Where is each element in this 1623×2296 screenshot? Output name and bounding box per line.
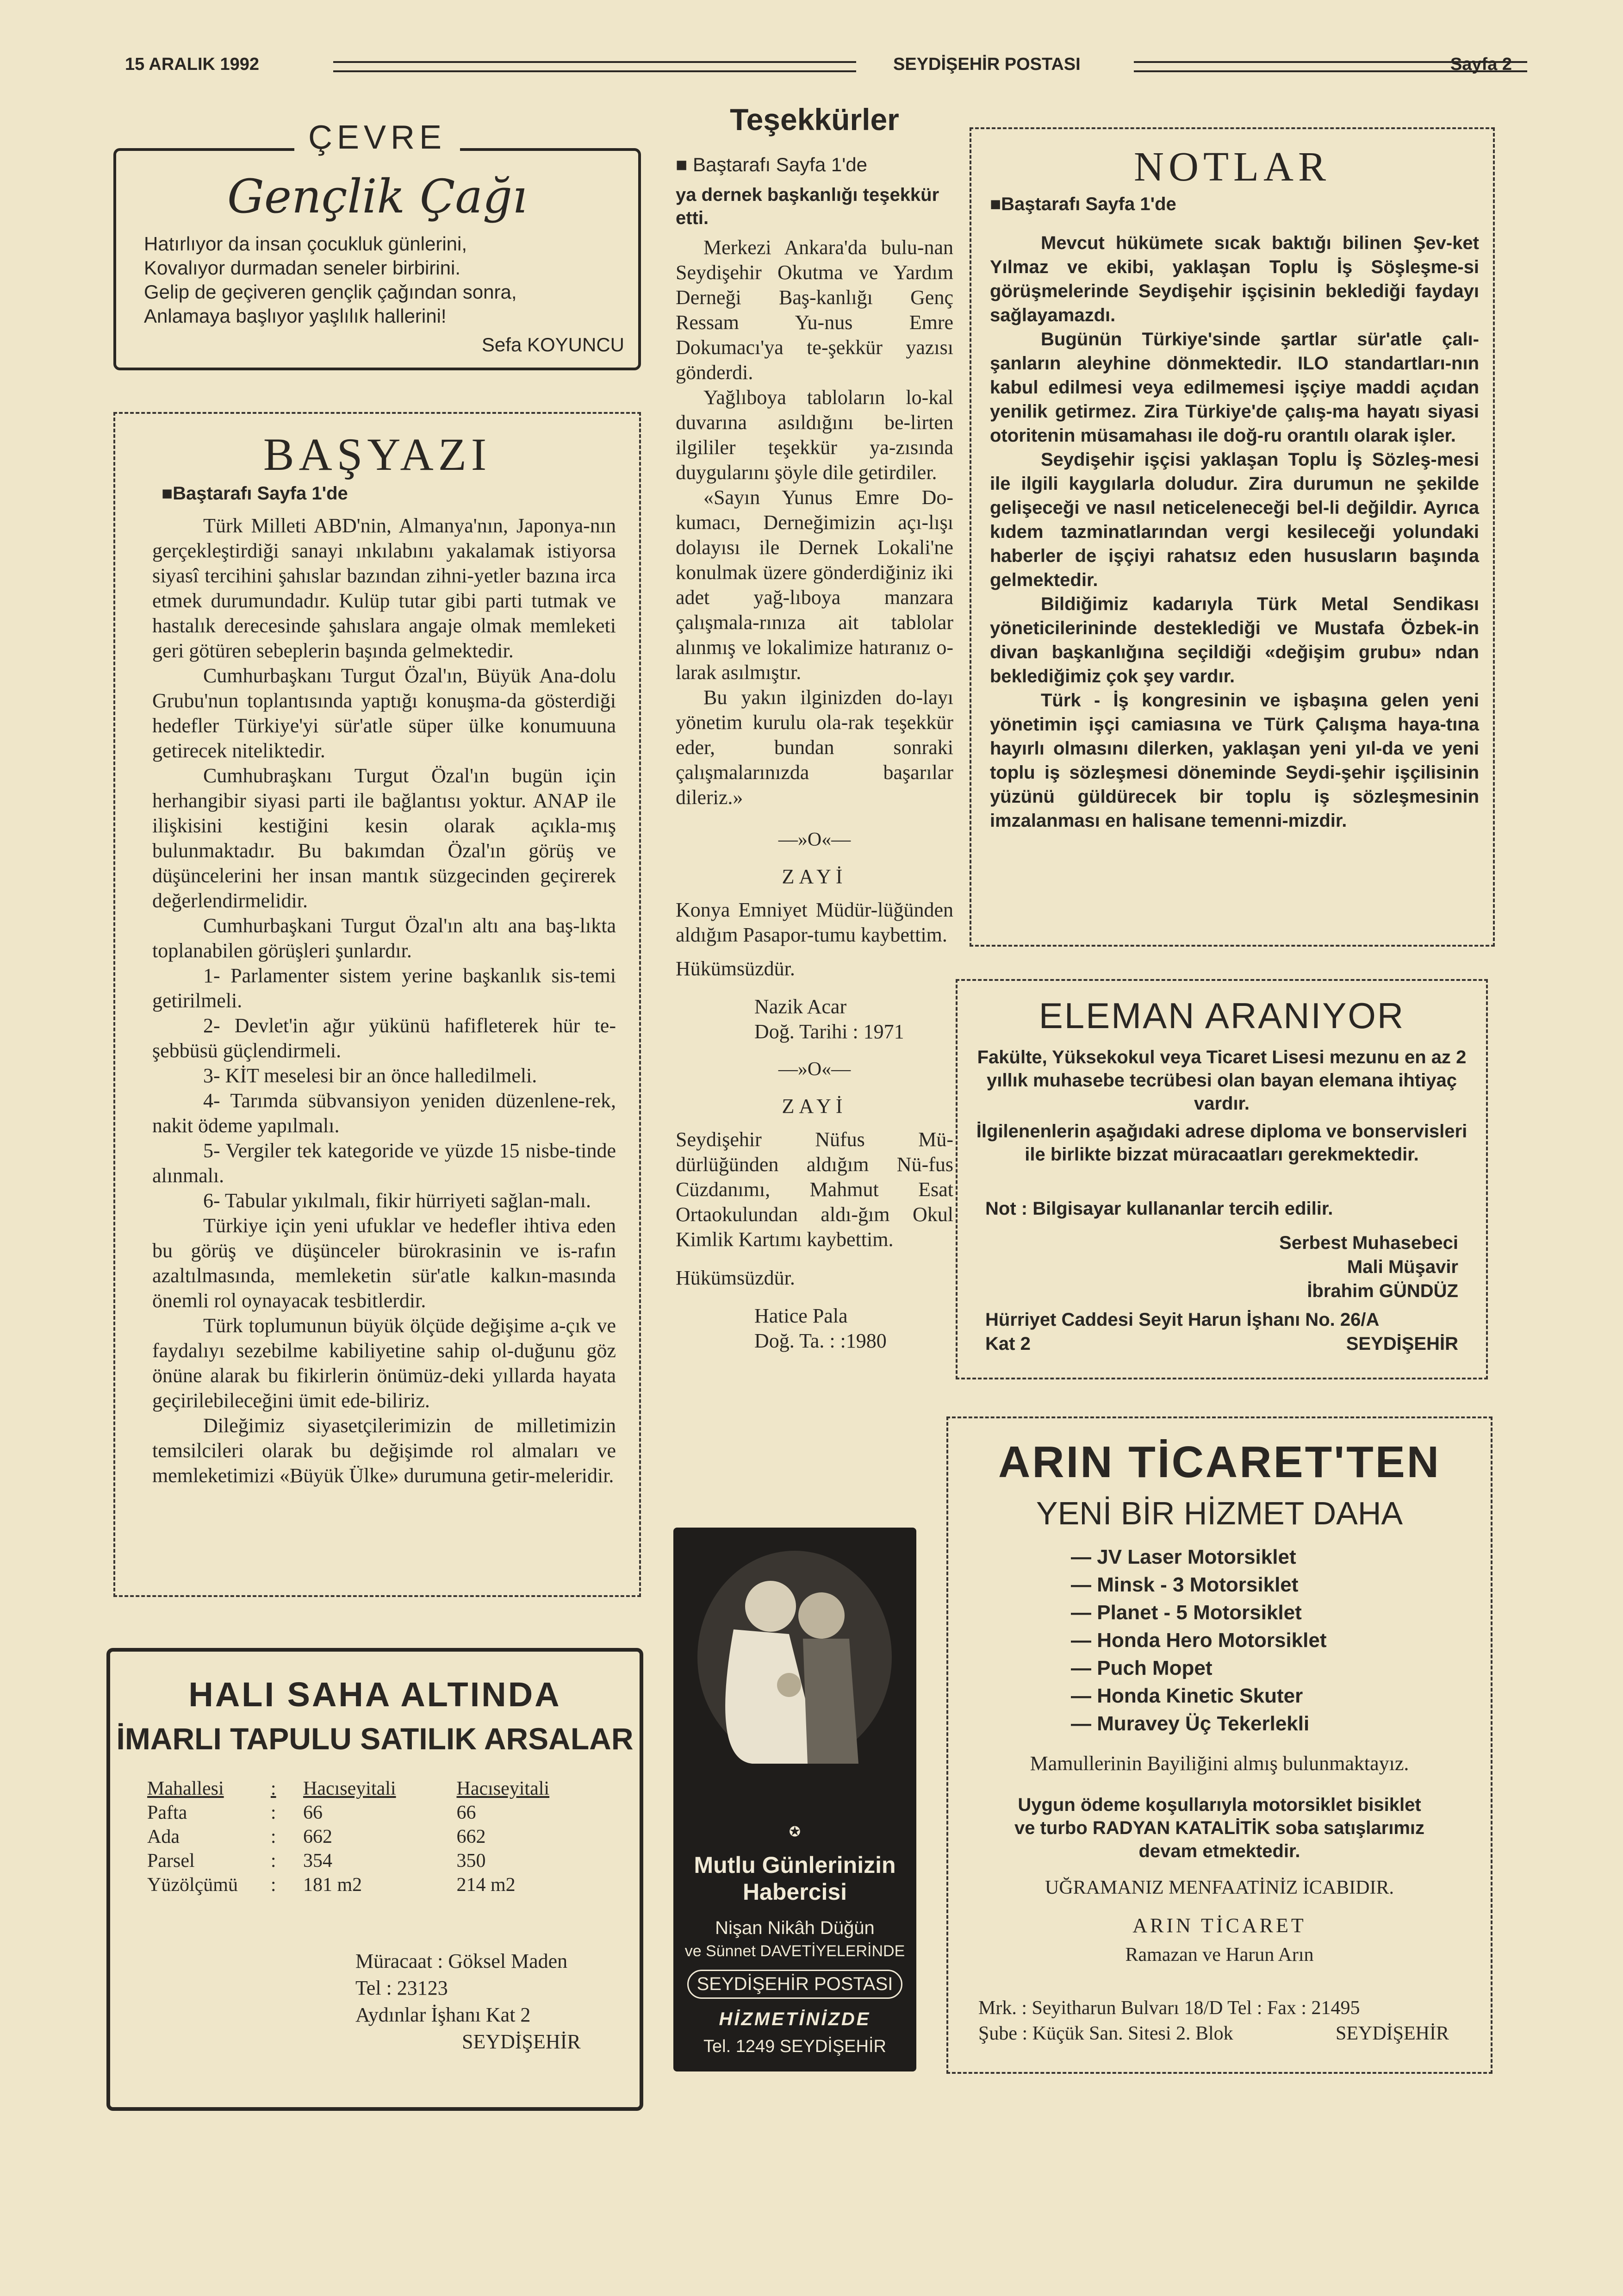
poem-line: Kovalıyor durmadan seneler birbirini. bbox=[144, 257, 460, 279]
product-item: — Puch Mopet bbox=[1071, 1657, 1213, 1679]
bride-groom-illustration bbox=[683, 1537, 907, 1768]
parcel-cell-b: 214 m2 bbox=[456, 1874, 516, 1896]
parcel-cell-label: Parsel bbox=[147, 1850, 195, 1872]
paper-name: SEYDİŞEHİR POSTASI bbox=[893, 55, 1081, 74]
parcel-row bbox=[143, 1873, 605, 1897]
groom-suit-icon bbox=[803, 1639, 858, 1764]
tesekkur-paragraph: Yağlıboya tabloların lo-kal duvarına asıldığını be-lirten ilgililer teşekkür ya-zısında duygularını şöyle dile getirdiler. bbox=[676, 386, 953, 484]
poem-author: Sefa KOYUNCU bbox=[481, 334, 624, 356]
bride-head-icon bbox=[745, 1581, 796, 1632]
basyazi-list-item: 1- Parlamenter sistem yerine başkanlık sis-temi getirilmeli. bbox=[152, 964, 616, 1012]
poem-line: Hatırlıyor da insan çocukluk günlerini, bbox=[144, 233, 467, 255]
signature-line: Serbest Muhasebeci bbox=[1279, 1233, 1458, 1253]
parcel-row bbox=[143, 1825, 605, 1849]
arin-odeme: Uygun ödeme koşullarıyla motorsiklet bisiklet ve turbo RADYAN KATALİTİK soba satışlarımız devam etmektedir. bbox=[1014, 1795, 1425, 1861]
basyazi-list-item: 4- Tarımda sübvansiyon yeniden düzenlene-rek, nakit ödeme yapılmalı. bbox=[152, 1089, 616, 1137]
zayi-birth: Doğ. Tarihi : 1971 bbox=[754, 1020, 904, 1043]
arin-owners: Ramazan ve Harun Arın bbox=[1125, 1944, 1314, 1965]
issue-date: 15 ARALIK 1992 bbox=[125, 55, 260, 74]
signature-line: Mali Müşavir bbox=[1347, 1257, 1458, 1277]
poem-line: Gelip de geçiveren gençlik çağından sonra, bbox=[144, 281, 517, 303]
eleman-requirements: Fakülte, Yüksekokul veya Ticaret Lisesi mezunu en az 2 yıllık muhasebe tecrübesi olan bayan elemana ihtiyaç vardır. bbox=[977, 1047, 1467, 1114]
notlar-paragraph: Bildiğimiz kadarıyla Türk Metal Sendikası yöneticilerininde desteklediği ve Mustafa Özbek-in divan başkanlığına seçildiği «değişim grubu» ndan beklediğimiz çok şey vardır. bbox=[990, 594, 1479, 686]
ad-brand: SEYDİŞEHİR POSTASI bbox=[687, 1970, 902, 1999]
eleman-araniyor-ad bbox=[956, 979, 1488, 1379]
product-item: — Muravey Üç Tekerlekli bbox=[1071, 1712, 1310, 1735]
hali-saha-contact bbox=[355, 1948, 581, 2055]
arin-sube: Şube : Küçük San. Sitesi 2. Blok bbox=[978, 2023, 1233, 2044]
tesekkur-paragraph: Bu yakın ilginizden do-layı yönetim kurulu ola-rak teşekkür eder, bundan sonraki çalışmalarınızda başarılar dileriz.» bbox=[676, 686, 953, 809]
basyazi-list-item: 2- Devlet'in ağır yükünü hafifleterek hür te-şebbüsü güçlendirmeli. bbox=[152, 1014, 616, 1062]
product-item: — Honda Kinetic Skuter bbox=[1071, 1685, 1303, 1707]
basyazi-list-item: 6- Tabular yıkılmalı, fikir hürriyeti sağlan-malı. bbox=[203, 1189, 591, 1212]
ring-icon: ✪ bbox=[789, 1824, 801, 1840]
zayi-title: ZAYİ bbox=[782, 865, 847, 888]
zayi-title: ZAYİ bbox=[782, 1095, 847, 1117]
ad-tel: Tel. 1249 SEYDİŞEHİR bbox=[703, 2037, 886, 2056]
arin-product-list bbox=[1071, 1543, 1327, 1738]
hali-saha-subtitle: İMARLI TAPULU SATILIK ARSALAR bbox=[116, 1722, 634, 1756]
parcel-cell-sep: : bbox=[270, 1850, 276, 1872]
eleman-title: ELEMAN ARANIYOR bbox=[1038, 995, 1405, 1036]
arin-merkez: Mrk. : Seyitharun Bulvarı 18/D Tel : Fax : 21495 bbox=[978, 1997, 1360, 2019]
parcel-cell-sep: : bbox=[270, 1874, 276, 1896]
basyazi-title: BAŞYAZI bbox=[263, 429, 491, 480]
parcel-cell-a: 354 bbox=[303, 1850, 332, 1872]
ad-line: Habercisi bbox=[742, 1879, 847, 1905]
cevre-section-title: ÇEVRE bbox=[294, 119, 460, 156]
tesekkur-paragraph: Merkezi Ankara'da bulu-nan Seydişehir Okutma ve Yardım Derneği Baş-kanlığı Genç Ressam Yu-nus Emre Dokumacı'ya te-şekkür yazısı gönderdi. bbox=[676, 236, 953, 384]
eleman-address-1: Hürriyet Caddesi Seyit Harun İşhanı No. 26/A bbox=[985, 1310, 1380, 1330]
tesekkur-lead: ya dernek başkanlığı teşekkür etti. bbox=[676, 185, 939, 228]
cevre-box bbox=[113, 119, 641, 370]
notlar-paragraph: Bugünün Türkiye'sinde şartlar sür'atle çalı-şanların aleyhine dönmektedir. ILO standartları-nın kabul edilmesi veya edilmemesi işçiye maddi açıdan yenilik getirmez. Zira Türkiye'de çalış-ma hayatı siyasi otoritenin müsamahası ile doğ-ru orantılı olarak işler. bbox=[990, 329, 1479, 446]
basyazi-paragraph: Cumhubraşkanı Turgut Özal'ın bugün için herhangibir siyasi parti ile bağlantısı yoktur. ANAP ile ilişkisini kestiğini kesin olarak açıkla-mış bulunmaktadır. Bu bakımdan Özal'ın görüş ve düşüncelerini her insan mantık süzgecinden geçirerek değerlendirmelidir. bbox=[152, 764, 616, 912]
eleman-note: Not : Bilgisayar kullananlar tercih edilir. bbox=[985, 1198, 1333, 1219]
parcel-cell-b: 662 bbox=[456, 1826, 486, 1847]
groom-head-icon bbox=[798, 1592, 845, 1639]
product-item: — Minsk - 3 Motorsiklet bbox=[1071, 1573, 1299, 1596]
notlar-continued: ■Baştarafı Sayfa 1'de bbox=[990, 194, 1176, 214]
contact-line: Tel : 23123 bbox=[355, 1977, 448, 1999]
parcel-cell-sep: : bbox=[270, 1802, 276, 1823]
arin-subtitle: YENİ BİR HİZMET DAHA bbox=[1036, 1495, 1403, 1531]
poem-title: Gençlik Çağı bbox=[227, 169, 527, 224]
eleman-instructions: İlgilenenlerin aşağıdaki adrese diploma ve bonservisleri ile birlikte bizzat müracaatları gerekmektedir. bbox=[976, 1121, 1468, 1165]
parcel-cell-a: 662 bbox=[303, 1826, 332, 1847]
page-number: Sayfa 2 bbox=[1450, 55, 1512, 74]
signature-line: İbrahim GÜNDÜZ bbox=[1307, 1281, 1458, 1301]
basyazi-body bbox=[152, 513, 616, 1488]
notlar-paragraph: Türk - İş kongresinin ve işbaşına gelen yeni yönetimin işçi camiasına ve Türk Çalışma haya-tına hayırlı olmasını dilerken, yaklaşan yeni yıl-da ve yeni toplu iş sözleşmesi döneminde Seydi-şehir işçilisinin yüzünü güldürecek bir toplu iş sözleşmesinin imzalanması en halisane temenni-mizdir. bbox=[990, 690, 1479, 831]
product-item: — Planet - 5 Motorsiklet bbox=[1071, 1601, 1302, 1624]
separator: —»O«— bbox=[778, 1059, 851, 1080]
basyazi-paragraph: Türk toplumunun büyük ölçüde değişime a-çık ve faydalıyı sezebilme kabiliyetine sahip ol-duğunu göz önüne alarak bu fikirlerin önümüz-deki yıllarda hayata geçirilebileceğini ümit ede-biliriz. bbox=[152, 1314, 616, 1412]
page-header bbox=[125, 51, 1512, 79]
basyazi-box bbox=[113, 412, 641, 1597]
arin-title: ARIN TİCARET'TEN bbox=[998, 1437, 1441, 1487]
hali-saha-ad bbox=[106, 1648, 643, 2111]
eleman-address-city: SEYDİŞEHİR bbox=[1346, 1334, 1458, 1354]
parcel-cell-b: Hacıseyitali bbox=[456, 1778, 550, 1799]
contact-line: Müracaat : Göksel Maden bbox=[355, 1950, 568, 1972]
arin-bayilik: Mamullerinin Bayiliğini almış bulunmaktayız. bbox=[1030, 1752, 1409, 1775]
arin-sube-city: SEYDİŞEHİR bbox=[1335, 2023, 1449, 2044]
zayi-hukum: Hükümsüzdür. bbox=[676, 957, 795, 980]
ad-line: Mutlu Günlerinizin bbox=[694, 1852, 896, 1878]
zayi-name: Hatice Pala bbox=[754, 1304, 848, 1327]
parcel-row bbox=[143, 1801, 605, 1825]
notlar-body bbox=[990, 231, 1479, 833]
arin-ticaret-ad bbox=[946, 1416, 1492, 2074]
tesekkur-article bbox=[676, 102, 953, 1354]
notlar-box bbox=[970, 127, 1495, 947]
tesekkur-paragraph: «Sayın Yunus Emre Do-kumacı, Derneğimizin açı-lışı dolayısı ile Dernek Lokali'ne konulmak üzere gönderdiğiniz iki adet yağ-lıboya manzara çalışmala-rınıza ait tablolar alınmış ve lokalimize hatıranız o-larak asılmıştır. bbox=[676, 486, 953, 684]
eleman-address-2: Kat 2 bbox=[985, 1334, 1031, 1354]
basyazi-continued: ■Baştarafı Sayfa 1'de bbox=[162, 483, 348, 504]
basyazi-paragraph: Dileğimiz siyasetçilerimizin de milletimizin temsilcileri olarak bu değişimde rol almaları ve memleketimizi «Büyük Ülke» durumuna getir-meleridir. bbox=[152, 1414, 616, 1487]
tesekkur-continued: ■ Baştarafı Sayfa 1'de bbox=[676, 154, 867, 175]
zayi-birth: Doğ. Ta. : :1980 bbox=[754, 1329, 887, 1352]
hali-saha-title: HALI SAHA ALTINDA bbox=[188, 1675, 561, 1714]
parcel-row bbox=[143, 1849, 605, 1873]
ad-line: Nişan Nikâh Düğün bbox=[715, 1918, 875, 1938]
parcel-cell-label: Mahallesi bbox=[147, 1778, 224, 1799]
parcel-cell-label: Ada bbox=[147, 1826, 180, 1847]
contact-line: Aydınlar İşhanı Kat 2 bbox=[355, 2003, 531, 2026]
parcel-cell-a: 181 m2 bbox=[303, 1874, 362, 1896]
parcel-cell-label: Yüzölçümü bbox=[147, 1874, 238, 1896]
parcel-cell-b: 66 bbox=[456, 1802, 476, 1823]
zayi-name: Nazik Acar bbox=[754, 995, 847, 1018]
zayi-text: Seydişehir Nüfus Mü-dürlüğünden aldığım Nü-fus Cüzdanımı, Mahmut Esat Ortaokulundan aldı-ğım Okul Kimlik Kartımı kaybettim. bbox=[676, 1128, 953, 1251]
parcel-cell-sep: : bbox=[270, 1826, 276, 1847]
parcel-table bbox=[143, 1777, 605, 1897]
contact-line: SEYDİŞEHİR bbox=[462, 2030, 581, 2053]
poem-body bbox=[144, 232, 517, 328]
parcel-cell-a: 66 bbox=[303, 1802, 323, 1823]
ad-line: ve Sünnet DAVETİYELERİNDE bbox=[684, 1942, 905, 1960]
header-rule-left bbox=[333, 61, 856, 72]
basyazi-paragraph: Cumhurbaşkani Turgut Özal'ın altı ana baş-lıkta toplanabilen görüşleri şunlardır. bbox=[152, 914, 616, 962]
ad-service: HİZMETİNİZDE bbox=[719, 2009, 871, 2029]
product-item: — JV Laser Motorsiklet bbox=[1071, 1546, 1296, 1568]
basyazi-paragraph: Türkiye için yeni ufuklar ve hedefler ihtiva eden bu görüş ve düşünceler bürokrasinin ve is-rafın azaltılmasında, memleketin sür'atle kalkın-masında önemli rol oynayacak tesbitlerdir. bbox=[152, 1214, 616, 1312]
basyazi-list-item: 5- Vergiler tek kategoride ve yüzde 15 nisbe-tinde alınmalı. bbox=[152, 1139, 616, 1187]
eleman-signature bbox=[1279, 1231, 1458, 1303]
zayi-text: Konya Emniyet Müdür-lüğünden aldığım Pasapor-tumu kaybettim. bbox=[676, 898, 953, 946]
parcel-cell-b: 350 bbox=[456, 1850, 486, 1872]
tesekkur-title: Teşekkürler bbox=[730, 102, 899, 137]
separator: —»O«— bbox=[778, 829, 851, 850]
arin-company: ARIN TİCARET bbox=[1132, 1914, 1306, 1937]
product-item: — Honda Hero Motorsiklet bbox=[1071, 1629, 1327, 1652]
parcel-cell-sep: : bbox=[270, 1778, 276, 1799]
parcel-cell-label: Pafta bbox=[147, 1802, 187, 1823]
notlar-title: NOTLAR bbox=[1134, 144, 1331, 190]
bouquet-icon bbox=[777, 1673, 801, 1697]
basyazi-list-item: 3- KİT meselesi bir an önce halledilmeli. bbox=[203, 1064, 537, 1087]
parcel-row bbox=[143, 1777, 605, 1801]
zayi-hukum: Hükümsüzdür. bbox=[676, 1267, 795, 1289]
notlar-paragraph: Mevcut hükümete sıcak baktığı bilinen Şev-ket Yılmaz ve ekibi, yaklaşan Toplu İş Söşleşme-si görüşmelerinde Seydişehir işçisinin beklediği faydayı sağlayamazdı. bbox=[990, 233, 1479, 325]
parcel-cell-a: Hacıseyitali bbox=[303, 1778, 396, 1799]
poem-line: Anlamaya başlıyor yaşlılık hallerini! bbox=[144, 305, 447, 327]
basyazi-paragraph: Cumhurbaşkanı Turgut Özal'ın, Büyük Ana-dolu Grubu'nun toplantısında yaptığı konuşma-da gösterdiği hedefler Türkiye'yi sür'atle süper ülke konumuuna getirecek niteliktedir. bbox=[152, 664, 616, 762]
notlar-paragraph: Seydişehir işçisi yaklaşan Toplu İş Sözleş-mesi ile ilgili kaygılarla doludur. Zira durumun ne şekilde gelişeceği ve nasıl neticeleneceği bel-li değildir. Ayrıca kıdem tazminatlarından vergi kesileceği yolundaki haberler de işçiyi rahatsız eden hususların başında gelmektedir. bbox=[990, 449, 1479, 590]
wedding-invitation-ad bbox=[673, 1528, 916, 2071]
basyazi-paragraph: Türk Milleti ABD'nin, Almanya'nın, Japonya-nın gerçekleştirdiği sanayi ınkılabını yakalamak istiyorsa siyasî tercihini şahıslar bazından zihni-yetler bazına irca etmek durumundadır. Kulüp tutar gibi parti tutmak ve hastalık derecesinde şahıslara angaje olmak memleketi geri götüren sebeplerin başında gelmektedir. bbox=[152, 514, 616, 662]
arin-menfaat: UĞRAMANIZ MENFAATİNİZ İCABIDIR. bbox=[1045, 1877, 1394, 1898]
